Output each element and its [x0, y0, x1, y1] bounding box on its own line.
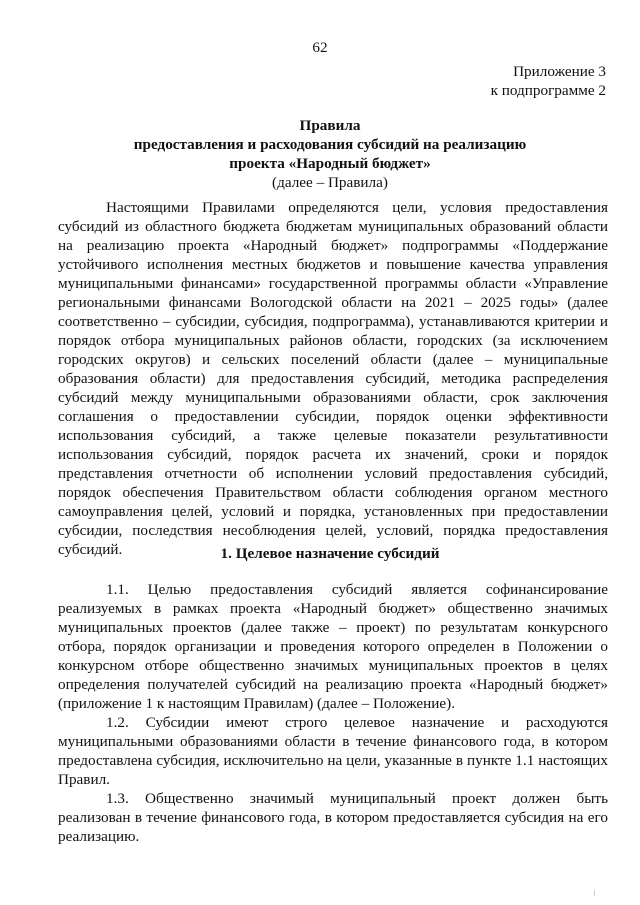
paragraph-1-2: 1.2. Субсидии имеют строго целевое назначение и расходуются муниципальными образованиями области в течение финансового года, в котором предоставлена субсидия, исключительно на цели, указанные в пункте 1.1 настоящих Правил.	[58, 714, 608, 788]
title-line-2: предоставления и расходования субсидий на реализацию	[133, 136, 527, 153]
scan-mark	[594, 890, 595, 896]
paragraph-1-3: 1.3. Общественно значимый муниципальный проект должен быть реализован в течение финансового года, в котором предоставляется субсидия на его реализацию.	[58, 790, 608, 845]
document-title	[50, 116, 610, 192]
title-line-4: (далее – Правила)	[272, 174, 388, 191]
title-line-3: проекта «Народный бюджет»	[229, 155, 431, 172]
paragraph-1-1: 1.1. Целью предоставления субсидий является софинансирование реализуемых в рамках проекта «Народный бюджет» общественно значимых муниципальных проектов (далее также – проект) по результатам конкурсного отбора, порядок организации и проведения которого определен в Положении о конкурсном отборе общественно значимых муниципальных проектов в целях определения получателей субсидий на реализацию проекта «Народный бюджет» (приложение 1 к настоящим Правилам) (далее – Положение).	[58, 581, 608, 712]
appendix-line-2: к подпрограмме 2	[490, 82, 606, 99]
title-line-1: Правила	[299, 117, 361, 134]
appendix-reference	[491, 62, 606, 100]
appendix-line-1: Приложение 3	[513, 63, 606, 80]
page-number: 62	[312, 39, 328, 56]
section-1-heading: 1. Целевое назначение субсидий	[220, 545, 440, 562]
intro-paragraph: Настоящими Правилами определяются цели, условия предоставления субсидий из областного бюджета бюджетам муниципальных образований области на реализацию проекта «Народный бюджет» подпрограммы «Поддержание устойчивого исполнения местных бюджетов и повышение качества управления муниципальными финансами» государственной программы области «Управление региональными финансами Вологодской области на 2021 – 2025 годы» (далее соответственно – субсидии, субсидия, подпрограмма), устанавливаются критерии и порядок отбора муниципальных районов области, городских (за исключением городских округов) и сельских поселений области (далее – муниципальные образования области) для предоставления субсидий, методика распределения субсидий между муниципальными образованиями области, срок заключения соглашения о предоставлении субсидии, порядок оценки эффективности использования субсидий, а также целевые показатели результативности использования субсидий, порядок расчета их значений, сроки и порядок представления отчетности об исполнении условий предоставления субсидий, порядок обеспечения Правительством области соблюдения органом местного самоуправления целей, условий и порядка, установленных при предоставлении субсидии, последствия несоблюдения целей, условий, порядка предоставления субсидий.	[58, 199, 608, 558]
intro-section	[58, 198, 608, 559]
section-1-body	[58, 580, 608, 846]
